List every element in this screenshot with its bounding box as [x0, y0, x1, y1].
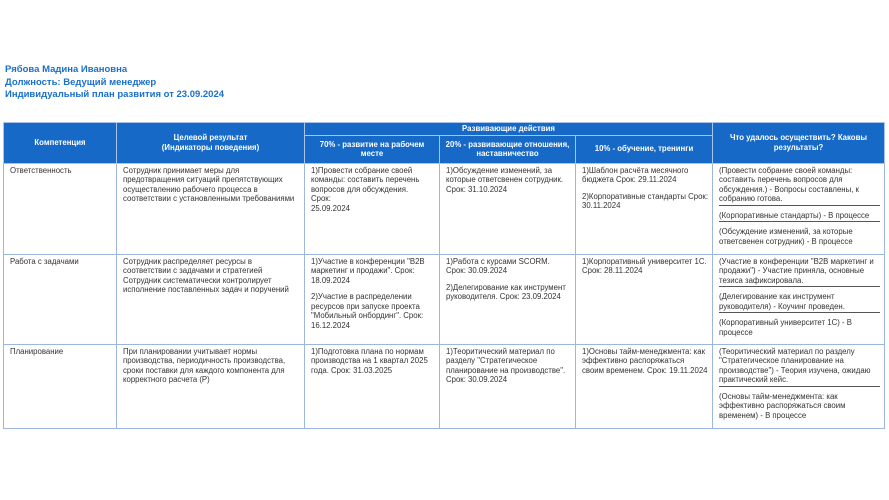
- target-cell: При планировании учитывает нормы производства, периодичность производства, сроки поставки для каждого компонента для корректного расчета (Р): [117, 344, 305, 428]
- header-dev-70: 70% - развитие на рабочем месте: [305, 135, 440, 163]
- competency-cell: Работа с задачами: [4, 254, 117, 344]
- result-entry: (Делегирование как инструмент руководителя) - Коучинг проведен.: [719, 292, 880, 313]
- action-item: 2)Делегирование как инструмент руководителя. Срок: 23.09.2024: [446, 282, 566, 302]
- header-competency: Компетенция: [4, 123, 117, 164]
- header-dev-20: 20% - развивающие отношения, наставничество: [440, 135, 576, 163]
- dev70-cell: [305, 254, 440, 344]
- header-dev-10: 10% - обучение, тренинги: [576, 135, 713, 163]
- dev10-cell: [576, 163, 713, 254]
- action-item: 1)Основы тайм-менеджмента: как эффективно распоряжаться своим временем. Срок: 19.11.2024: [582, 346, 708, 375]
- action-item: 1)Участие в конференции "B2B маркетинг и продажи". Срок: 18.09.2024: [311, 256, 425, 285]
- employee-name: Рябова Мадина Ивановна: [5, 64, 128, 75]
- action-item: 1)Корпоративный университет 1С. Срок: 28.11.2024: [582, 256, 707, 276]
- table-row: [4, 254, 885, 344]
- action-item: 1)Провести собрание своей команды: составить перечень вопросов для обсуждения. Срок: 25.09.2024: [311, 165, 420, 213]
- results-cell: [713, 254, 885, 344]
- competency-cell: Ответственность: [4, 163, 117, 254]
- action-item: 2)Корпоративные стандарты Срок: 30.11.2024: [582, 191, 708, 211]
- action-item: 2)Участие в распределении ресурсов при запуске проекта "Мобильный онбординг". Срок: 16.12.2024: [311, 292, 424, 331]
- header-development-actions: Развивающие действия: [305, 123, 713, 136]
- result-entry: (Теоритический материал по разделу "Стратегическое планирование на производстве") - Теория изучена, ожидаю практический кейс.: [719, 347, 880, 387]
- action-item: 1)Обсуждение изменений, за которые ответсвенен сотрудник. Срок: 31.10.2024: [446, 165, 564, 194]
- results-cell: [713, 163, 885, 254]
- results-cell: [713, 344, 885, 428]
- result-entry: (Основы тайм-менеджмента: как эффективно распоряжаться своим временем) - В процессе: [719, 391, 846, 421]
- action-item: 1)Работа с курсами SCORM. Срок: 30.09.2024: [446, 256, 550, 276]
- dev20-cell: [440, 344, 576, 428]
- plan-title: Индивидуальный план развития от 23.09.2024: [5, 89, 225, 100]
- action-item: 1)Теоритический материал по разделу "Стратегическое планирование на производстве". Срок: 30.09.2024: [446, 346, 566, 385]
- target-cell: Сотрудник принимает меры для предотвращения ситуаций препятствующих осуществлению рабочего процесса в соответствии с установленными требованиями: [117, 163, 305, 254]
- result-entry: (Провести собрание своей команды: составить перечень вопросов для обсуждения.) - Вопросы составлены, к собранию готова.: [719, 166, 880, 206]
- target-cell: Сотрудник распределяет ресурсы в соответствии с задачами и стратегией Сотрудник систематически контролирует исполнение поставленных задач и поручений: [117, 254, 305, 344]
- plan-header: [5, 64, 224, 102]
- action-item: 1)Подготовка плана по нормам производства на 1 квартал 2025 года. Срок: 31.03.2025: [311, 346, 428, 375]
- employee-position: Должность: Ведущий менеджер: [5, 76, 157, 88]
- result-entry: (Обсуждение изменений, за которые ответсвенен сотрудник) - В процессе: [719, 227, 853, 247]
- dev70-cell: [305, 344, 440, 428]
- action-item: 1)Шаблон расчёта месячного бюджета Срок: 29.11.2024: [582, 165, 689, 185]
- result-entry: (Участие в конференции "B2B маркетинг и продажи") - Участие приняла, основные тезиса зафиксировала.: [719, 257, 880, 288]
- dev20-cell: [440, 254, 576, 344]
- dev70-cell: [305, 163, 440, 254]
- header-results: Что удалось осуществить? Каковы результаты?: [713, 123, 885, 164]
- table-row: [4, 163, 885, 254]
- dev10-cell: [576, 344, 713, 428]
- development-plan-table: [3, 122, 885, 429]
- table-row: [4, 344, 885, 428]
- result-entry: (Корпоративные стандарты) - В процессе: [719, 211, 880, 223]
- competency-cell: Планирование: [4, 344, 117, 428]
- dev20-cell: [440, 163, 576, 254]
- header-target-result: Целевой результат (Индикаторы поведения): [117, 123, 305, 164]
- dev10-cell: [576, 254, 713, 344]
- result-entry: (Корпоративный университет 1С) - В процессе: [719, 318, 852, 338]
